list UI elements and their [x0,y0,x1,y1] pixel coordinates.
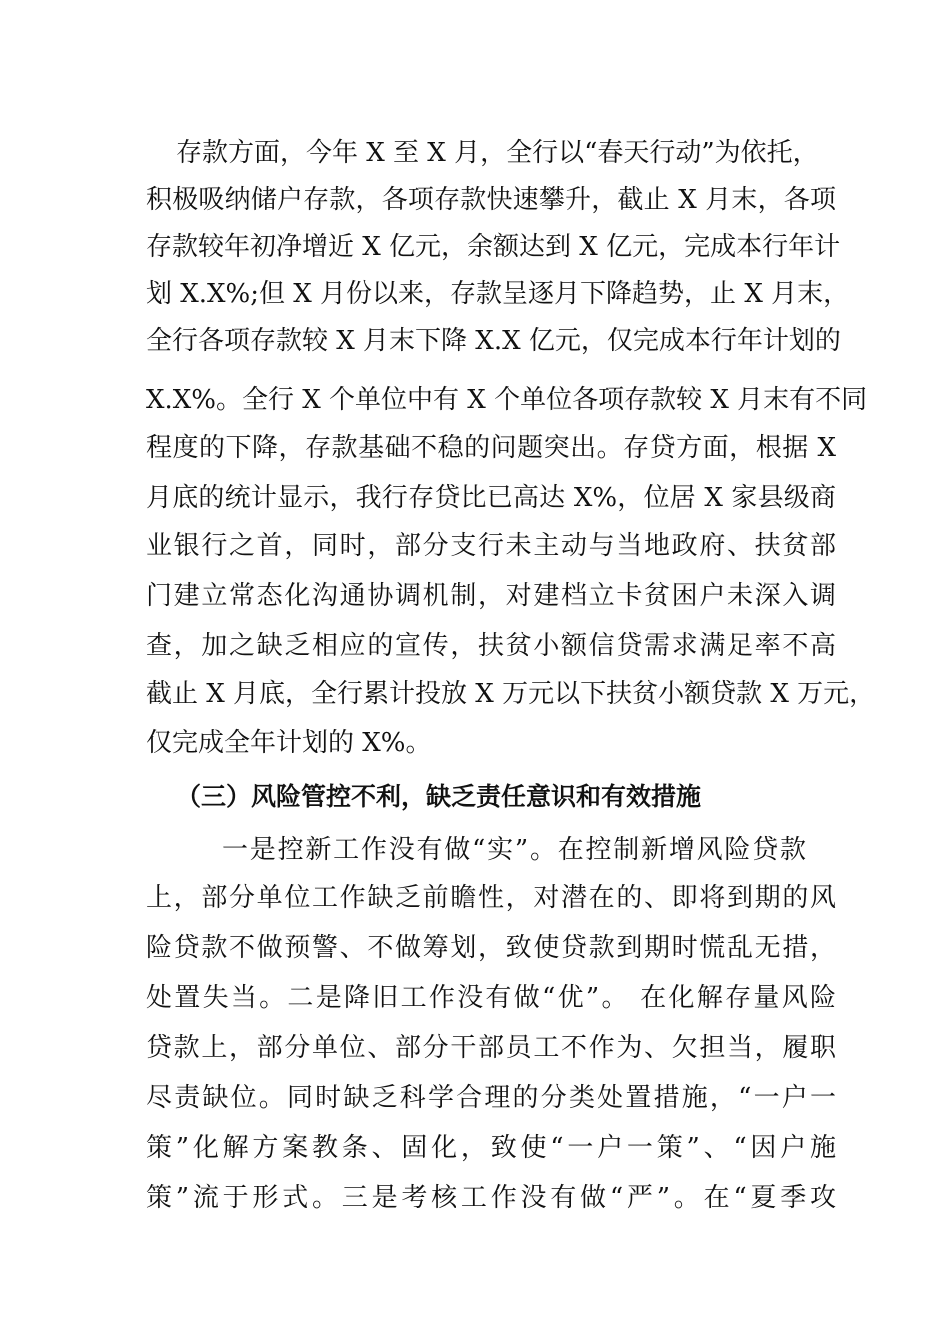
paragraph-line: 月底的统计显示，我行存贷比已高达 X%，位居 X 家县级商 [146,483,836,513]
paragraph-line: 上，部分单位工作缺乏前瞻性，对潜在的、即将到期的风 [146,883,836,913]
paragraph-line: 策”化解方案教条、固化，致使“一户一策”、“因户施 [146,1133,836,1163]
section-heading: （三）风险管控不利，缺乏责任意识和有效措施 [176,782,702,811]
paragraph-line: 划 X.X%;但 X 月份以来，存款呈逐月下降趋势，止 X 月末， [146,279,850,309]
paragraph-line: 全行各项存款较 X 月末下降 X.X 亿元，仅完成本行年计划的 [146,326,841,356]
paragraph-line: 险贷款不做预警、不做筹划，致使贷款到期时慌乱无措， [146,933,836,963]
paragraph-line: 处置失当。二是降旧工作没有做“优”。 在化解存量风险 [146,983,836,1013]
paragraph-line: 截止 X 月底，全行累计投放 X 万元以下扶贫小额贷款 X 万元， [146,679,876,709]
paragraph-line: 业银行之首，同时，部分支行未主动与当地政府、扶贫部 [146,531,836,561]
paragraph-line: 存款方面，今年 X 至 X 月，全行以“春天行动”为依托， [176,138,819,168]
paragraph-line: 一是控新工作没有做“实”。在控制新增风险贷款 [222,835,806,865]
paragraph-line: 存款较年初净增近 X 亿元，余额达到 X 亿元，完成本行年计 [146,232,841,262]
paragraph-line: 门建立常态化沟通协调机制，对建档立卡贫困户未深入调 [146,581,836,611]
paragraph-line: 查，加之缺乏相应的宣传，扶贫小额信贷需求满足率不高 [146,631,836,661]
paragraph-line: 贷款上，部分单位、部分干部员工不作为、欠担当，履职 [146,1033,836,1063]
paragraph-line: 尽责缺位。同时缺乏科学合理的分类处置措施，“一户一 [146,1083,836,1113]
paragraph-line: 程度的下降，存款基础不稳的问题突出。存贷方面，根据 X [146,433,836,463]
paragraph-line: X.X%。全行 X 个单位中有 X 个单位各项存款较 X 月末有不同 [146,385,868,415]
paragraph-line: 积极吸纳储户存款，各项存款快速攀升，截止 X 月末，各项 [146,185,836,215]
paragraph-line: 仅完成全年计划的 X%。 [146,728,432,758]
paragraph-line: 策”流于形式。三是考核工作没有做“严”。在“夏季攻 [146,1183,836,1213]
